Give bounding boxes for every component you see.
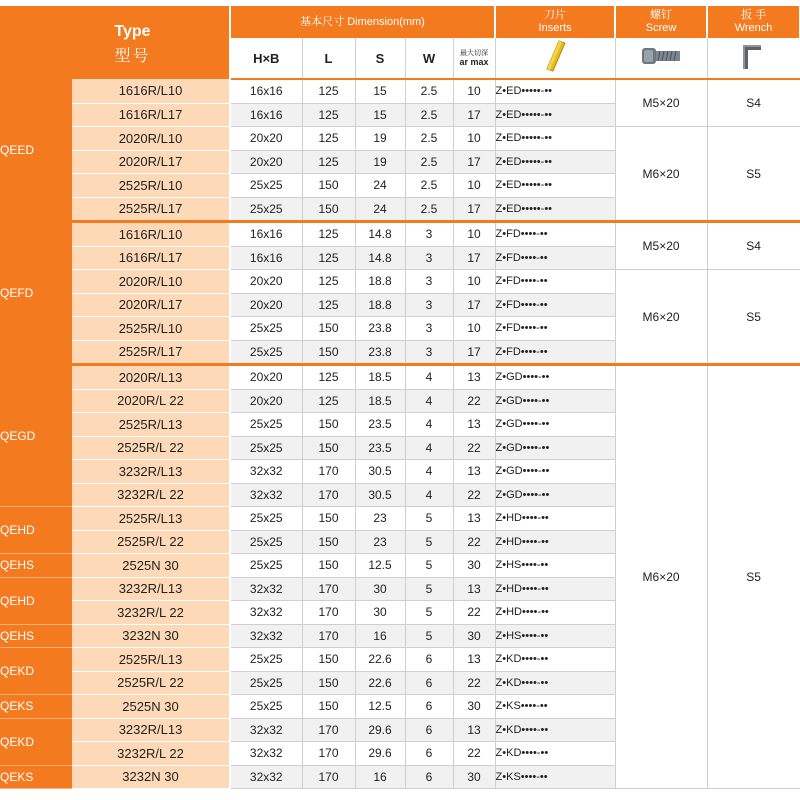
model-cell: 2525R/L10 [72,174,230,198]
model-cell: 3232R/L13 [72,577,230,601]
hb-cell: 32x32 [230,483,302,507]
hb-cell: 25x25 [230,413,302,437]
w-cell: 5 [405,507,453,531]
hb-cell: 25x25 [230,695,302,719]
l-cell: 170 [302,624,355,648]
s-cell: 23 [355,530,405,554]
series-label: QEKD [0,648,72,695]
hb-cell: 32x32 [230,624,302,648]
model-cell: 2020R/L17 [72,150,230,174]
s-cell: 22.6 [355,671,405,695]
s-cell: 30.5 [355,483,405,507]
s-cell: 16 [355,765,405,789]
depth-cell: 22 [453,530,495,554]
s-cell: 15 [355,103,405,127]
insert-code-cell: Z•GD••••-•• [495,413,615,437]
col-l-header: L [302,38,355,79]
depth-cell: 10 [453,127,495,151]
insert-code-cell: Z•KD••••-•• [495,718,615,742]
insert-blade-icon [541,39,569,73]
dimension-header: 基本尺寸 Dimension(mm) [230,6,495,38]
model-cell: 1616R/L17 [72,103,230,127]
hb-cell: 32x32 [230,601,302,625]
hb-cell: 20x20 [230,270,302,294]
depth-cell: 22 [453,601,495,625]
hb-cell: 16x16 [230,246,302,270]
w-cell: 6 [405,695,453,719]
hb-cell: 20x20 [230,127,302,151]
hb-cell: 32x32 [230,742,302,766]
w-cell: 6 [405,765,453,789]
wrench-cell: S5 [707,270,800,365]
depth-cell: 22 [453,742,495,766]
s-cell: 19 [355,127,405,151]
l-cell: 170 [302,765,355,789]
depth-cell: 30 [453,695,495,719]
insert-code-cell: Z•HS••••-•• [495,624,615,648]
s-cell: 23.5 [355,413,405,437]
series-label: QEGD [0,365,72,507]
screw-icon [638,41,684,71]
l-cell: 125 [302,222,355,247]
l-cell: 150 [302,671,355,695]
s-cell: 30 [355,601,405,625]
s-cell: 14.8 [355,222,405,247]
table-row [0,222,800,247]
s-cell: 24 [355,174,405,198]
hb-cell: 25x25 [230,648,302,672]
model-cell: 3232N 30 [72,624,230,648]
model-cell: 2020R/L13 [72,365,230,390]
col-depth-header [453,38,495,79]
depth-cell: 10 [453,174,495,198]
w-cell: 2.5 [405,150,453,174]
insert-code-cell: Z•FD••••-•• [495,293,615,317]
depth-cell: 30 [453,624,495,648]
wrench-header-en: Wrench [734,22,773,34]
depth-cell: 13 [453,648,495,672]
model-cell: 2020R/L 22 [72,389,230,413]
wrench-cell: S4 [707,79,800,127]
s-cell: 29.6 [355,718,405,742]
hb-cell: 25x25 [230,507,302,531]
l-cell: 170 [302,718,355,742]
depth-cell: 13 [453,507,495,531]
w-cell: 3 [405,222,453,247]
hb-cell: 16x16 [230,79,302,103]
model-cell: 1616R/L10 [72,222,230,247]
w-cell: 3 [405,317,453,341]
depth-cell: 17 [453,103,495,127]
w-cell: 4 [405,365,453,390]
w-cell: 3 [405,246,453,270]
wrench-cell: S4 [707,222,800,270]
depth-cell: 22 [453,483,495,507]
insert-code-cell: Z•HD••••-•• [495,601,615,625]
depth-cell: 10 [453,222,495,247]
depth-cell: 17 [453,293,495,317]
l-cell: 125 [302,270,355,294]
col-depth-header-label: ar max [459,56,489,67]
model-cell: 2525N 30 [72,554,230,578]
l-cell: 125 [302,79,355,103]
hb-cell: 20x20 [230,365,302,390]
w-cell: 6 [405,671,453,695]
series-label: QEKS [0,695,72,719]
model-cell: 3232R/L13 [72,718,230,742]
screw-cell: M6×20 [615,127,707,222]
insert-code-cell: Z•HD••••-•• [495,577,615,601]
screw-header-cn: 螺钉 [650,9,673,21]
w-cell: 4 [405,460,453,484]
model-cell: 2525R/L 22 [72,436,230,460]
l-cell: 150 [302,436,355,460]
model-cell: 2525R/L13 [72,648,230,672]
table-row [0,127,800,151]
hb-cell: 32x32 [230,577,302,601]
series-label: QEKD [0,718,72,765]
col-s-header: S [355,38,405,79]
s-cell: 16 [355,624,405,648]
insert-code-cell: Z•HD••••-•• [495,530,615,554]
l-cell: 150 [302,695,355,719]
hb-cell: 25x25 [230,554,302,578]
model-cell: 2525R/L17 [72,197,230,222]
insert-code-cell: Z•ED•••••-•• [495,103,615,127]
w-cell: 2.5 [405,79,453,103]
model-cell: 2525R/L13 [72,413,230,437]
screw-cell: M5×20 [615,79,707,127]
model-cell: 3232N 30 [72,765,230,789]
s-cell: 12.5 [355,554,405,578]
s-cell: 19 [355,150,405,174]
w-cell: 2.5 [405,197,453,222]
screw-header-en: Screw [645,22,677,34]
hb-cell: 20x20 [230,150,302,174]
depth-cell: 10 [453,79,495,103]
inserts-header [495,6,615,38]
screw-cell: M5×20 [615,222,707,270]
model-cell: 2525R/L 22 [72,671,230,695]
l-cell: 125 [302,365,355,390]
l-cell: 125 [302,127,355,151]
series-label: QEHD [0,507,72,554]
hb-cell: 25x25 [230,174,302,198]
w-cell: 5 [405,530,453,554]
w-cell: 5 [405,554,453,578]
l-cell: 150 [302,530,355,554]
model-cell: 2525N 30 [72,695,230,719]
table-row [0,79,800,103]
inserts-header-en: Inserts [538,22,572,34]
insert-code-cell: Z•ED•••••-•• [495,197,615,222]
wrench-icon-cell [707,38,800,79]
model-cell: 1616R/L17 [72,246,230,270]
insert-code-cell: Z•GD••••-•• [495,460,615,484]
screw-cell: M6×20 [615,270,707,365]
w-cell: 3 [405,270,453,294]
hb-cell: 16x16 [230,222,302,247]
w-cell: 4 [405,483,453,507]
l-cell: 170 [302,577,355,601]
wrench-header-cn: 扳 手 [741,9,767,21]
s-cell: 18.8 [355,293,405,317]
insert-code-cell: Z•ED•••••-•• [495,174,615,198]
l-cell: 170 [302,483,355,507]
hb-cell: 25x25 [230,197,302,222]
l-cell: 150 [302,340,355,365]
screw-icon-cell [615,38,707,79]
l-cell: 125 [302,150,355,174]
depth-cell: 10 [453,270,495,294]
l-cell: 150 [302,317,355,341]
hb-cell: 32x32 [230,460,302,484]
hb-cell: 20x20 [230,389,302,413]
model-cell: 3232R/L 22 [72,601,230,625]
insert-code-cell: Z•FD••••-•• [495,317,615,341]
w-cell: 5 [405,577,453,601]
insert-code-cell: Z•GD••••-•• [495,365,615,390]
model-cell: 2020R/L10 [72,127,230,151]
w-cell: 4 [405,436,453,460]
table-row [0,270,800,294]
type-header [0,6,230,79]
w-cell: 6 [405,648,453,672]
hb-cell: 16x16 [230,103,302,127]
insert-code-cell: Z•KD••••-•• [495,671,615,695]
depth-cell: 17 [453,197,495,222]
hb-cell: 25x25 [230,317,302,341]
s-cell: 12.5 [355,695,405,719]
model-cell: 2525R/L10 [72,317,230,341]
depth-cell: 13 [453,365,495,390]
model-cell: 2525R/L13 [72,507,230,531]
s-cell: 18.5 [355,365,405,390]
model-cell: 2525R/L17 [72,340,230,365]
w-cell: 5 [405,601,453,625]
s-cell: 18.8 [355,270,405,294]
wrench-header [707,6,800,38]
series-label: QEHS [0,624,72,648]
table-row [0,365,800,390]
w-cell: 2.5 [405,103,453,127]
w-cell: 3 [405,293,453,317]
model-cell: 1616R/L10 [72,79,230,103]
w-cell: 3 [405,340,453,365]
s-cell: 18.5 [355,389,405,413]
l-cell: 170 [302,742,355,766]
w-cell: 2.5 [405,127,453,151]
l-cell: 150 [302,648,355,672]
series-label: QEHS [0,554,72,578]
depth-cell: 10 [453,317,495,341]
w-cell: 4 [405,413,453,437]
l-cell: 170 [302,601,355,625]
series-label: QEKS [0,765,72,789]
series-label: QEFD [0,222,72,365]
depth-cell: 13 [453,460,495,484]
grooving-toolholder-table [0,6,800,789]
insert-code-cell: Z•KS••••-•• [495,695,615,719]
model-cell: 3232R/L13 [72,460,230,484]
model-cell: 3232R/L 22 [72,742,230,766]
series-label: QEHD [0,577,72,624]
l-cell: 150 [302,197,355,222]
insert-code-cell: Z•HD••••-•• [495,507,615,531]
series-label: QEED [0,79,72,222]
depth-cell: 22 [453,671,495,695]
inserts-header-cn: 刀片 [544,9,567,21]
insert-code-cell: Z•FD••••-•• [495,340,615,365]
wrench-cell: S5 [707,365,800,789]
depth-cell: 17 [453,246,495,270]
s-cell: 15 [355,79,405,103]
hb-cell: 25x25 [230,340,302,365]
hb-cell: 32x32 [230,718,302,742]
depth-cell: 13 [453,718,495,742]
l-cell: 170 [302,460,355,484]
w-cell: 6 [405,742,453,766]
s-cell: 23 [355,507,405,531]
insert-code-cell: Z•GD••••-•• [495,483,615,507]
hb-cell: 25x25 [230,530,302,554]
s-cell: 23.8 [355,317,405,341]
s-cell: 30.5 [355,460,405,484]
w-cell: 6 [405,718,453,742]
depth-cell: 30 [453,554,495,578]
insert-code-cell: Z•KS••••-•• [495,765,615,789]
insert-code-cell: Z•FD••••-•• [495,246,615,270]
l-cell: 125 [302,293,355,317]
s-cell: 22.6 [355,648,405,672]
wrench-cell: S5 [707,127,800,222]
type-header-en: Type [114,23,151,40]
depth-cell: 22 [453,389,495,413]
s-cell: 23.8 [355,340,405,365]
insert-code-cell: Z•ED•••••-•• [495,150,615,174]
screw-cell: M6×20 [615,365,707,789]
insert-code-cell: Z•KD••••-•• [495,742,615,766]
s-cell: 30 [355,577,405,601]
l-cell: 150 [302,413,355,437]
depth-cell: 17 [453,340,495,365]
s-cell: 24 [355,197,405,222]
model-cell: 2020R/L10 [72,270,230,294]
model-cell: 2020R/L17 [72,293,230,317]
model-cell: 2525R/L 22 [72,530,230,554]
insert-code-cell: Z•ED•••••-•• [495,79,615,103]
s-cell: 23.5 [355,436,405,460]
type-header-cn: 型号 [114,48,151,65]
insert-code-cell: Z•HS••••-•• [495,554,615,578]
w-cell: 4 [405,389,453,413]
model-cell: 3232R/L 22 [72,483,230,507]
depth-cell: 13 [453,413,495,437]
s-cell: 14.8 [355,246,405,270]
screw-header [615,6,707,38]
depth-cell: 17 [453,150,495,174]
l-cell: 150 [302,174,355,198]
hex-wrench-icon [737,39,771,73]
s-cell: 29.6 [355,742,405,766]
l-cell: 125 [302,389,355,413]
insert-code-cell: Z•GD••••-•• [495,436,615,460]
w-cell: 2.5 [405,174,453,198]
depth-cell: 30 [453,765,495,789]
insert-code-cell: Z•GD••••-•• [495,389,615,413]
insert-icon-cell [495,38,615,79]
l-cell: 150 [302,554,355,578]
hb-cell: 25x25 [230,436,302,460]
depth-cell: 13 [453,577,495,601]
insert-code-cell: Z•FD••••-•• [495,270,615,294]
col-w-header: W [405,38,453,79]
w-cell: 5 [405,624,453,648]
insert-code-cell: Z•KD••••-•• [495,648,615,672]
l-cell: 125 [302,103,355,127]
depth-cell: 22 [453,436,495,460]
col-depth-header-cn: 最大切深 [460,49,489,57]
insert-code-cell: Z•ED•••••-•• [495,127,615,151]
insert-code-cell: Z•FD••••-•• [495,222,615,247]
hb-cell: 25x25 [230,671,302,695]
l-cell: 150 [302,507,355,531]
hb-cell: 32x32 [230,765,302,789]
l-cell: 125 [302,246,355,270]
hb-cell: 20x20 [230,293,302,317]
col-hb-header: H×B [230,38,302,79]
